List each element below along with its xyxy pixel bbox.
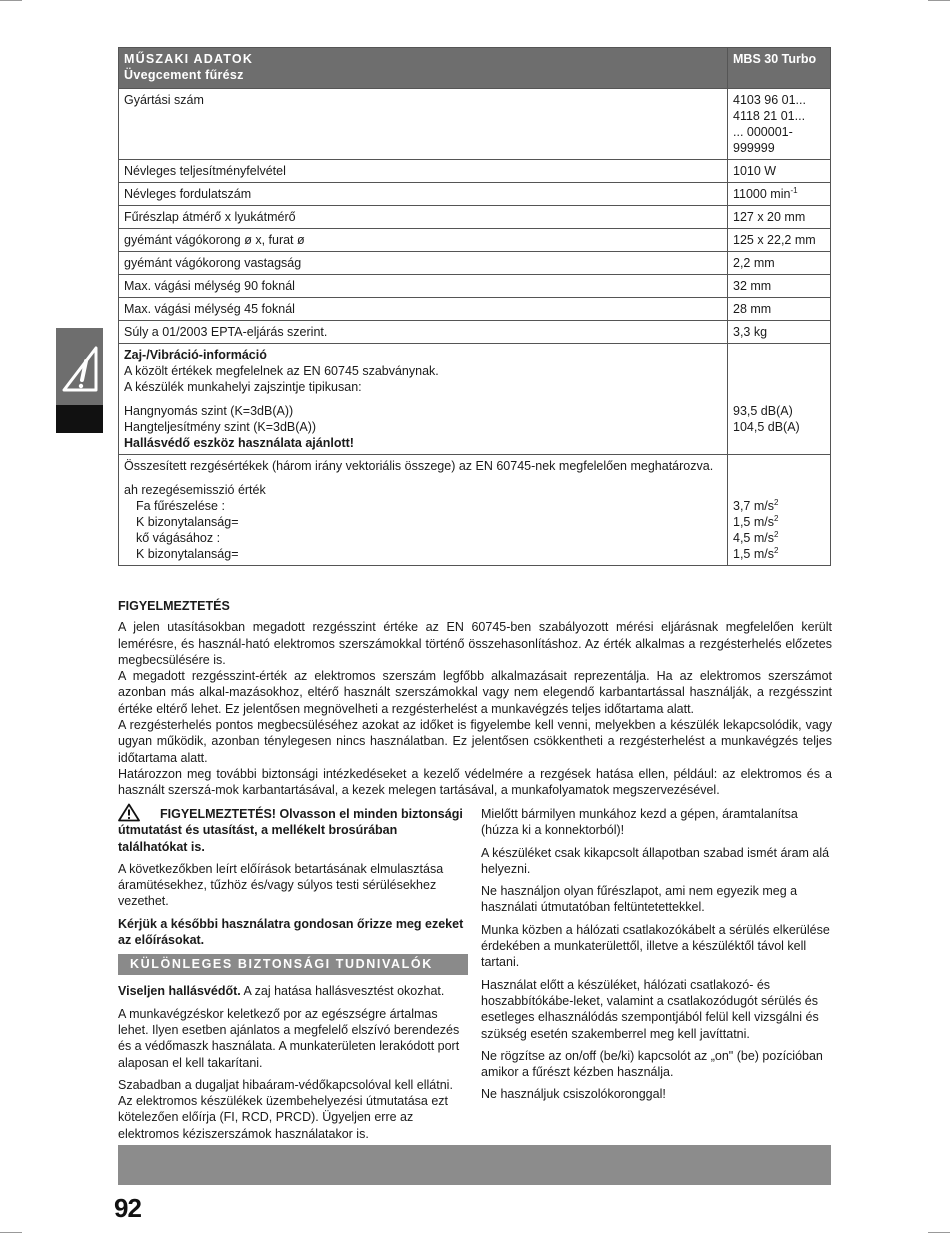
crop-mark [928, 0, 950, 1]
unit-superscript: -1 [790, 185, 798, 195]
table-row [119, 321, 831, 344]
table-header-row [119, 48, 831, 89]
safety-warning-heading [118, 806, 468, 855]
spec-value-cell [728, 206, 831, 229]
model-name: MBS 30 Turbo [728, 48, 831, 89]
spec-value: 28 mm [733, 302, 772, 316]
warning-triangle-icon [56, 328, 103, 405]
spec-value: 3,3 kg [733, 325, 768, 339]
sound-power-value: 104,5 dB(A) [733, 420, 800, 434]
spec-value-cell [728, 252, 831, 275]
warning-paragraph: A jelen utasításokban megadott rezgésszint értéke az EN 60745-ben szabályozott mérési eljárásnak megfelelően került lemérésre, és használ-ható elektromos szerszámokkal történő összehasonlításhoz. Az érték alkalmas a rezgésterhelés előzetes megbecsülésére is. [118, 620, 832, 667]
table-row [119, 298, 831, 321]
table-row [119, 275, 831, 298]
vibration-warning-section [118, 598, 832, 799]
spec-value: 11000 min [733, 187, 791, 201]
safety-paragraph: A készüléket csak kikapcsolt állapotban szabad ismét áram alá helyezni. [481, 845, 830, 876]
warning-paragraph: Határozzon meg további biztonsági intézkedéseket a kezelő védelmére a rezgések hatása ellen, például: az elektromos és a használt szerszá-mok karbantartásával, a kezek melegen tartásával, a munkafolyamatok megszervezésével. [118, 766, 832, 798]
spec-value: 1010 W [733, 164, 777, 178]
side-warning-tab [56, 328, 103, 433]
table-row [119, 160, 831, 183]
spec-value-cell [728, 160, 831, 183]
noise-info-cell [119, 344, 728, 455]
sound-pressure-value: 93,5 dB(A) [733, 404, 793, 418]
footer-band [118, 1145, 831, 1185]
vibration-value: 4,5 m/s [733, 531, 774, 545]
spec-label: Súly a 01/2003 EPTA-eljárás szerint. [119, 321, 728, 344]
vibration-value: 1,5 m/s [733, 547, 774, 561]
safety-paragraph: Ne rögzítse az on/off (be/ki) kapcsolót az „on" (be) pozícióban amikor a fűrészt kézben használja. [481, 1048, 823, 1080]
spec-label: gyémánt vágókorong vastagság [119, 252, 728, 275]
vibration-item-label: kő vágásához : [136, 531, 221, 545]
vibration-values-cell [728, 455, 831, 566]
warning-triangle-icon [118, 803, 140, 822]
unit-superscript: 2 [774, 513, 779, 523]
safety-paragraph: Használat előtt a készüléket, hálózati csatlakozó- és hoszabbítókábe-leket, valamint a csatlakozódugót sérülés és esetleges elhasználódás szempontjából felül kell vizsgálni és szükség esetén szakemberrel meg kell javíttatni. [481, 977, 819, 1041]
hearing-protection-paragraph [118, 983, 468, 999]
spec-value: 125 x 22,2 mm [733, 233, 816, 247]
spec-label: gyémánt vágókorong ø x, furat ø [119, 229, 728, 252]
spec-label: Fűrészlap átmérő x lyukátmérő [119, 206, 728, 229]
vibration-item-label: K bizonytalanság= [136, 547, 239, 561]
spec-value: 4103 96 01... 4118 21 01... ... 000001-999999 [733, 93, 806, 155]
safety-left-column [118, 806, 468, 1148]
spec-value-cell [728, 229, 831, 252]
technical-data-table [118, 47, 831, 566]
table-row [119, 252, 831, 275]
table-row [119, 89, 831, 160]
vibration-item-label: Fa fűrészelése : [136, 499, 225, 513]
table-row [119, 229, 831, 252]
safety-paragraph: A következőkben leírt előírások betartásának elmulasztása áramütésekhez, tűzhöz és/vagy súlyos testi sérülésekhez vezethet. [118, 861, 444, 909]
vibration-value: 1,5 m/s [733, 515, 774, 529]
sound-power-label: Hangteljesítmény szint (K=3dB(A)) [124, 420, 317, 434]
spec-value-cell [728, 298, 831, 321]
side-tab-block [56, 405, 103, 433]
vibration-item-label: K bizonytalanság= [136, 515, 239, 529]
spec-label: Névleges teljesítményfelvétel [119, 160, 728, 183]
safety-right-column [481, 806, 831, 1109]
vibration-value: 3,7 m/s [733, 499, 774, 513]
warning-paragraph: A megadott rezgésszint-érték az elektromos szerszám legfőbb alkalmazásait reprezentálja. Ha az elektromos szerszámot azonban más alkal-mazásokhoz, eltérő használt szerszámokkal vagy nem elegendő karbantartással használják, a rezgésszint értéke eltérő lehet. Ez jelentősen megnövelheti a rezgésterhelést a munkavégzés teljes időtartama alatt. [118, 669, 832, 716]
spec-value-cell [728, 321, 831, 344]
spec-value: 127 x 20 mm [733, 210, 806, 224]
warning-paragraph: A rezgésterhelés pontos megbecsüléséhez azokat az időket is figyelembe kell venni, melyekben a készülék lekapcsolódik, vagy ugyan működik, azonban ténylegesen nincs használatban. Ez jelentősen csökkentheti a rezgésterhelést a munkavégzés teljes időtartama alatt. [118, 718, 832, 765]
unit-superscript: 2 [774, 529, 779, 539]
spec-label: Max. vágási mélység 90 foknál [119, 275, 728, 298]
noise-values-cell [728, 344, 831, 455]
spec-value-cell [728, 183, 831, 206]
table-title: MŰSZAKI ADATOK [124, 52, 254, 66]
safety-keep-instructions: Kérjük a későbbi használatra gondosan őrizze meg ezeket az előírásokat. [118, 916, 464, 948]
noise-line: A közölt értékek megfelelnek az EN 60745 szabványnak. [124, 364, 439, 378]
spec-label: Névleges fordulatszám [119, 183, 728, 206]
special-safety-band: KÜLÖNLEGES BIZTONSÁGI TUDNIVALÓK [118, 954, 468, 975]
vibration-row [119, 455, 831, 566]
vibration-intro: Összesített rezgésértékek (három irány vektoriális összege) az EN 60745-nek megfelelően meghatározva. [124, 459, 714, 473]
unit-superscript: 2 [774, 545, 779, 555]
hearing-protection-note: Hallásvédő eszköz használata ajánlott! [124, 436, 354, 450]
safety-paragraph: Munka közben a hálózati csatlakozókábelt a sérülés elkerülése érdekében a munkaterülettől, illetve a készüléktől távol kell tartani. [481, 922, 830, 970]
hearing-protection-rest: A zaj hatása hallásvesztést okozhat. [240, 984, 445, 999]
safety-paragraph: Ne használjuk csiszolókoronggal! [481, 1087, 666, 1102]
noise-line: A készülék munkahelyi zajszintje tipikusan: [124, 380, 362, 394]
safety-warning-text: FIGYELMEZTETÉS! Olvasson el minden biztonsági útmutatást és utasítást, a mellékelt brosúrában találhatókat is. [118, 807, 463, 854]
spec-label: Gyártási szám [119, 89, 728, 160]
noise-title: Zaj-/Vibráció-információ [124, 348, 267, 362]
table-row [119, 206, 831, 229]
safety-paragraph: A munkavégzéskor keletkező por az egészségre ártalmas lehet. Ilyen esetben ajánlatos a megfelelő elszívó berendezés és a védőmaszk használata. A munkaterületen lerakódott port alaposan el kell takarítani. [118, 1006, 460, 1070]
hearing-protection-bold: Viseljen hallásvédőt. [118, 984, 241, 999]
spec-value-cell [728, 275, 831, 298]
safety-paragraph: Ne használjon olyan fűrészlapot, ami nem egyezik meg a használati útmutatóban feltüntetettekkel. [481, 884, 798, 915]
spec-value: 2,2 mm [733, 256, 775, 270]
vibration-emission-label: ah rezegésemisszió érték [124, 483, 266, 497]
page-number: 92 [114, 1193, 141, 1223]
noise-row [119, 344, 831, 455]
spec-value: 32 mm [733, 279, 772, 293]
table-subtitle: Üvegcement fűrész [124, 68, 244, 82]
table-row [119, 183, 831, 206]
crop-mark [0, 0, 22, 1]
spec-label: Max. vágási mélység 45 foknál [119, 298, 728, 321]
safety-paragraph: Mielőtt bármilyen munkához kezd a gépen, áramtalanítsa (húzza ki a konnektorból)! [481, 807, 798, 838]
unit-superscript: 2 [774, 497, 779, 507]
sound-pressure-label: Hangnyomás szint (K=3dB(A)) [124, 404, 294, 418]
vibration-info-cell [119, 455, 728, 566]
safety-paragraph: Szabadban a dugaljat hibaáram-védőkapcsolóval kell ellátni. Az elektromos készülékek üzembehelyezési útmutatása ezt kötelezően előírja (FI, RCD, PRCD). Ügyeljen erre az elektromos kéziszerszámok használatakor is. [118, 1077, 453, 1141]
spec-value-cell [728, 89, 831, 160]
table-header-cell [119, 48, 728, 89]
warning-title: FIGYELMEZTETÉS [118, 599, 230, 613]
